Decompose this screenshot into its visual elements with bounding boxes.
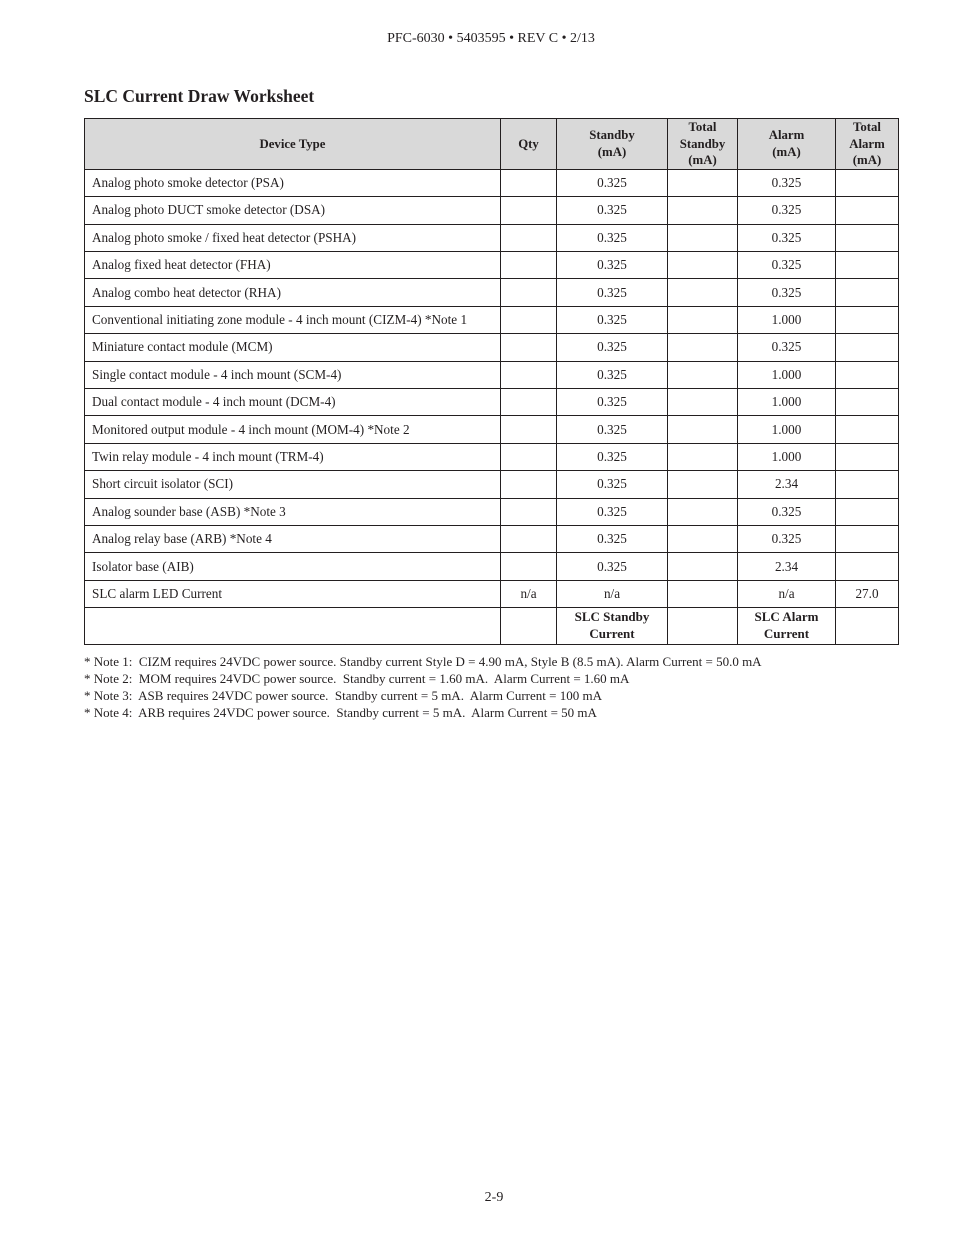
cell-total-standby — [668, 416, 738, 443]
table-row — [85, 389, 899, 416]
cell-qty — [501, 553, 557, 580]
cell-standby: 0.325 — [557, 197, 668, 224]
cell-device-type: Analog sounder base (ASB) *Note 3 — [85, 498, 501, 525]
cell-standby: 0.325 — [557, 224, 668, 251]
cell-qty — [501, 443, 557, 470]
cell-standby: 0.325 — [557, 252, 668, 279]
cell-total-standby — [668, 334, 738, 361]
cell-alarm: 1.000 — [738, 389, 836, 416]
note-3: * Note 3: ASB requires 24VDC power source. Standby current = 5 mA. Alarm Current = 100 mA — [84, 688, 602, 703]
summary-blank-qty — [501, 608, 557, 645]
cell-alarm: 0.325 — [738, 498, 836, 525]
cell-total-standby — [668, 197, 738, 224]
notes-section — [84, 653, 762, 721]
cell-standby: 0.325 — [557, 169, 668, 196]
note-4: * Note 4: ARB requires 24VDC power source. Standby current = 5 mA. Alarm Current = 50 mA — [84, 705, 597, 720]
cell-alarm: 0.325 — [738, 169, 836, 196]
cell-total-alarm — [836, 197, 899, 224]
cell-qty — [501, 169, 557, 196]
cell-total-standby — [668, 580, 738, 607]
cell-alarm: 0.325 — [738, 252, 836, 279]
cell-alarm: 2.34 — [738, 553, 836, 580]
cell-device-type: Analog fixed heat detector (FHA) — [85, 252, 501, 279]
slc-standby-current-value — [668, 608, 738, 645]
cell-total-alarm — [836, 334, 899, 361]
cell-qty — [501, 498, 557, 525]
table-body — [85, 169, 899, 607]
table-row — [85, 306, 899, 333]
table-row — [85, 553, 899, 580]
page-number: 2-9 — [484, 1190, 504, 1205]
cell-standby: 0.325 — [557, 525, 668, 552]
cell-total-alarm: 27.0 — [836, 580, 899, 607]
cell-standby: 0.325 — [557, 389, 668, 416]
table-row — [85, 471, 899, 498]
cell-qty — [501, 197, 557, 224]
page-header: PFC-6030 • 5403595 • REV C • 2/13 — [387, 31, 595, 46]
col-header-total-alarm: Total Alarm (mA) — [836, 119, 899, 170]
cell-qty — [501, 471, 557, 498]
cell-total-standby — [668, 252, 738, 279]
cell-total-standby — [668, 471, 738, 498]
cell-alarm: 0.325 — [738, 197, 836, 224]
cell-standby: 0.325 — [557, 306, 668, 333]
cell-standby: 0.325 — [557, 498, 668, 525]
cell-device-type: Analog combo heat detector (RHA) — [85, 279, 501, 306]
cell-qty — [501, 252, 557, 279]
cell-qty — [501, 389, 557, 416]
cell-device-type: Analog photo DUCT smoke detector (DSA) — [85, 197, 501, 224]
cell-total-standby — [668, 525, 738, 552]
cell-qty — [501, 416, 557, 443]
cell-device-type: Short circuit isolator (SCI) — [85, 471, 501, 498]
cell-qty — [501, 361, 557, 388]
summary-blank-device — [85, 608, 501, 645]
cell-standby: 0.325 — [557, 279, 668, 306]
cell-standby: 0.325 — [557, 416, 668, 443]
cell-total-alarm — [836, 498, 899, 525]
table-row — [85, 361, 899, 388]
cell-alarm: 1.000 — [738, 361, 836, 388]
cell-device-type: Isolator base (AIB) — [85, 553, 501, 580]
cell-alarm: 0.325 — [738, 279, 836, 306]
col-header-total-standby: Total Standby (mA) — [668, 119, 738, 170]
cell-total-alarm — [836, 252, 899, 279]
cell-total-standby — [668, 169, 738, 196]
col-header-standby: Standby (mA) — [557, 119, 668, 170]
note-1: * Note 1: CIZM requires 24VDC power source. Standby current Style D = 4.90 mA, Style B (8.5 mA). Alarm Current = 50.0 mA — [84, 654, 762, 669]
cell-total-alarm — [836, 525, 899, 552]
table-row — [85, 197, 899, 224]
cell-alarm: 0.325 — [738, 525, 836, 552]
cell-alarm: 1.000 — [738, 306, 836, 333]
slc-alarm-current-value — [836, 608, 899, 645]
cell-total-standby — [668, 389, 738, 416]
cell-qty: n/a — [501, 580, 557, 607]
cell-total-standby — [668, 361, 738, 388]
cell-alarm: 1.000 — [738, 443, 836, 470]
table-row — [85, 580, 899, 607]
cell-alarm: 2.34 — [738, 471, 836, 498]
cell-total-standby — [668, 279, 738, 306]
cell-device-type: Analog photo smoke / fixed heat detector (PSHA) — [85, 224, 501, 251]
cell-alarm: n/a — [738, 580, 836, 607]
cell-device-type: Dual contact module - 4 inch mount (DCM-4) — [85, 389, 501, 416]
cell-device-type: Analog relay base (ARB) *Note 4 — [85, 525, 501, 552]
cell-alarm: 0.325 — [738, 224, 836, 251]
table-row — [85, 525, 899, 552]
cell-total-alarm — [836, 361, 899, 388]
table-row — [85, 169, 899, 196]
col-header-device-type: Device Type — [85, 119, 501, 170]
cell-total-alarm — [836, 224, 899, 251]
cell-total-alarm — [836, 416, 899, 443]
cell-standby: n/a — [557, 580, 668, 607]
slc-alarm-current-label: SLC Alarm Current — [738, 608, 836, 645]
col-header-alarm: Alarm (mA) — [738, 119, 836, 170]
cell-qty — [501, 334, 557, 361]
cell-standby: 0.325 — [557, 553, 668, 580]
cell-qty — [501, 525, 557, 552]
cell-total-alarm — [836, 389, 899, 416]
table-row — [85, 498, 899, 525]
cell-standby: 0.325 — [557, 443, 668, 470]
summary-row — [85, 608, 899, 645]
current-draw-table — [84, 118, 899, 645]
cell-total-standby — [668, 443, 738, 470]
table-row — [85, 252, 899, 279]
cell-alarm: 0.325 — [738, 334, 836, 361]
cell-device-type: Single contact module - 4 inch mount (SCM-4) — [85, 361, 501, 388]
table-row — [85, 416, 899, 443]
cell-standby: 0.325 — [557, 334, 668, 361]
cell-total-alarm — [836, 279, 899, 306]
cell-total-alarm — [836, 443, 899, 470]
cell-device-type: Monitored output module - 4 inch mount (MOM-4) *Note 2 — [85, 416, 501, 443]
cell-total-alarm — [836, 169, 899, 196]
cell-total-alarm — [836, 471, 899, 498]
cell-qty — [501, 279, 557, 306]
cell-alarm: 1.000 — [738, 416, 836, 443]
note-2: * Note 2: MOM requires 24VDC power source. Standby current = 1.60 mA. Alarm Current = 1.60 mA — [84, 671, 630, 686]
table-row — [85, 443, 899, 470]
table-row — [85, 334, 899, 361]
cell-total-alarm — [836, 306, 899, 333]
cell-total-alarm — [836, 553, 899, 580]
worksheet-title: SLC Current Draw Worksheet — [84, 86, 315, 106]
cell-qty — [501, 306, 557, 333]
cell-device-type: SLC alarm LED Current — [85, 580, 501, 607]
table-header-row — [85, 119, 899, 170]
cell-device-type: Conventional initiating zone module - 4 inch mount (CIZM-4) *Note 1 — [85, 306, 501, 333]
cell-standby: 0.325 — [557, 361, 668, 388]
cell-qty — [501, 224, 557, 251]
table-row — [85, 224, 899, 251]
table-row — [85, 279, 899, 306]
col-header-qty: Qty — [501, 119, 557, 170]
cell-total-standby — [668, 498, 738, 525]
cell-total-standby — [668, 224, 738, 251]
cell-total-standby — [668, 553, 738, 580]
slc-standby-current-label: SLC Standby Current — [557, 608, 668, 645]
cell-standby: 0.325 — [557, 471, 668, 498]
cell-total-standby — [668, 306, 738, 333]
cell-device-type: Twin relay module - 4 inch mount (TRM-4) — [85, 443, 501, 470]
cell-device-type: Miniature contact module (MCM) — [85, 334, 501, 361]
cell-device-type: Analog photo smoke detector (PSA) — [85, 169, 501, 196]
